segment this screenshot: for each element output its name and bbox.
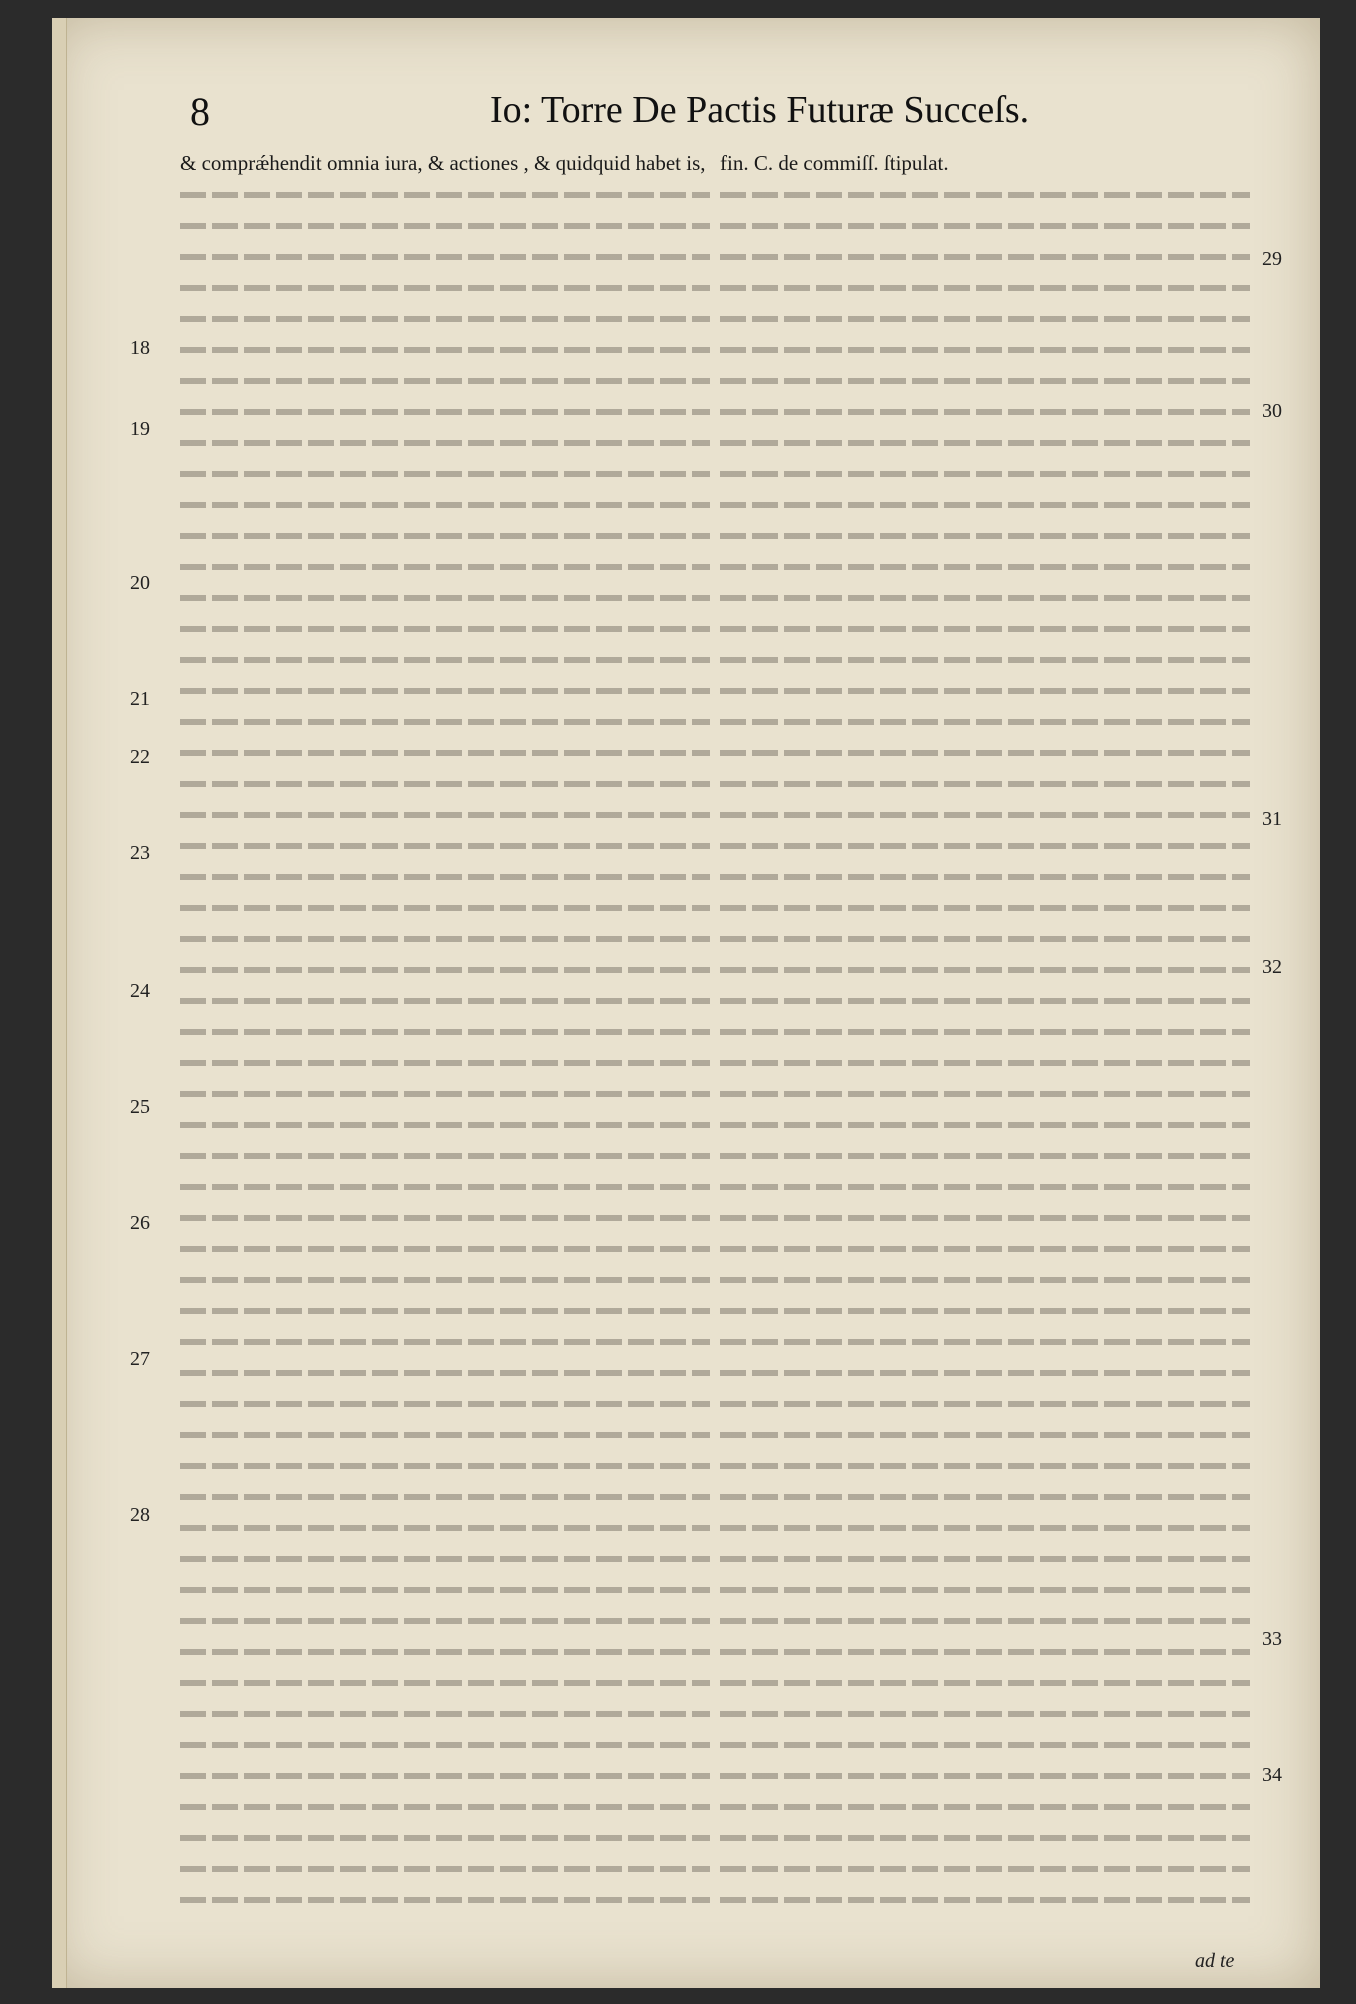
- illegible-text-line: [180, 1886, 710, 1913]
- illegible-text-line: [720, 1328, 1250, 1355]
- margin-paragraph-number: 30: [1262, 400, 1282, 422]
- margin-paragraph-number: 27: [130, 1348, 150, 1370]
- illegible-text-line: [720, 181, 1250, 208]
- illegible-text-line: [720, 1483, 1250, 1510]
- illegible-text-line: [180, 1762, 710, 1789]
- left-text-column: [180, 150, 710, 1917]
- illegible-text-line: [720, 1762, 1250, 1789]
- page-gutter-edge: [52, 18, 67, 1988]
- illegible-text-line: [720, 925, 1250, 952]
- illegible-text-line: [720, 1204, 1250, 1231]
- folio-number: 8: [190, 89, 210, 134]
- illegible-text-line: [720, 584, 1250, 611]
- margin-paragraph-number: 32: [1262, 956, 1282, 978]
- illegible-text-line: [180, 832, 710, 859]
- illegible-text-line: [720, 367, 1250, 394]
- margin-paragraph-number: 20: [130, 572, 150, 594]
- illegible-text-line: [180, 1638, 710, 1665]
- illegible-text-line: [180, 1204, 710, 1231]
- illegible-text-line: [180, 1018, 710, 1045]
- illegible-text-line: [180, 1483, 710, 1510]
- margin-paragraph-number: 24: [130, 980, 150, 1002]
- margin-paragraph-number: 31: [1262, 808, 1282, 830]
- illegible-text-line: [180, 1855, 710, 1882]
- illegible-text-line: [720, 553, 1250, 580]
- catchword: ad te: [1195, 1950, 1235, 1972]
- illegible-text-line: [720, 243, 1250, 270]
- illegible-text-line: [180, 1359, 710, 1386]
- illegible-text-line: [720, 1514, 1250, 1541]
- illegible-text-line: [720, 677, 1250, 704]
- illegible-text-line: [180, 956, 710, 983]
- illegible-text-line: [180, 1452, 710, 1479]
- illegible-text-line: [180, 553, 710, 580]
- margin-paragraph-number: 28: [130, 1504, 150, 1526]
- illegible-text-line: [720, 1049, 1250, 1076]
- illegible-text-line: [720, 1080, 1250, 1107]
- illegible-text-line: [180, 1390, 710, 1417]
- illegible-text-line: [180, 1080, 710, 1107]
- illegible-text-line: [720, 1886, 1250, 1913]
- illegible-text-line: [720, 708, 1250, 735]
- illegible-text-line: [180, 1328, 710, 1355]
- illegible-text-line: [180, 1700, 710, 1727]
- illegible-text-line: [720, 1545, 1250, 1572]
- illegible-text-line: [180, 367, 710, 394]
- illegible-text-line: [720, 646, 1250, 673]
- illegible-text-line: [720, 1142, 1250, 1169]
- illegible-text-line: [180, 1576, 710, 1603]
- illegible-text-line: [720, 336, 1250, 363]
- illegible-text-line: [720, 1638, 1250, 1665]
- illegible-text-line: [180, 1266, 710, 1293]
- illegible-text-line: [720, 1390, 1250, 1417]
- margin-paragraph-number: 18: [130, 337, 150, 359]
- illegible-text-line: [180, 1669, 710, 1696]
- illegible-text-line: [180, 243, 710, 270]
- illegible-text-line: [720, 1576, 1250, 1603]
- margin-paragraph-number: 22: [130, 746, 150, 768]
- illegible-text-line: [180, 770, 710, 797]
- illegible-text-line: [720, 1700, 1250, 1727]
- illegible-text-line: [180, 863, 710, 890]
- right-text-column: [720, 150, 1250, 1917]
- illegible-text-line: [180, 1514, 710, 1541]
- left-column-first-line: & comprǽhendit omnia iura, & actiones , & quidquid habet is,: [180, 151, 706, 175]
- illegible-text-line: [180, 646, 710, 673]
- illegible-text-line: [180, 894, 710, 921]
- illegible-text-line: [180, 336, 710, 363]
- illegible-text-line: [720, 1452, 1250, 1479]
- illegible-text-line: [180, 1049, 710, 1076]
- illegible-text-line: [180, 1173, 710, 1200]
- margin-paragraph-number: 26: [130, 1212, 150, 1234]
- illegible-text-line: [720, 1359, 1250, 1386]
- illegible-text-line: [720, 1297, 1250, 1324]
- illegible-text-line: [180, 925, 710, 952]
- illegible-text-line: [180, 1111, 710, 1138]
- illegible-text-line: [720, 1824, 1250, 1851]
- illegible-text-line: [180, 212, 710, 239]
- illegible-text-line: [720, 615, 1250, 642]
- illegible-text-line: [180, 522, 710, 549]
- right-column-first-line: fin. C. de commiſſ. ſtipulat.: [720, 151, 949, 175]
- illegible-text-line: [720, 1235, 1250, 1262]
- illegible-text-line: [180, 708, 710, 735]
- illegible-text-line: [720, 1111, 1250, 1138]
- illegible-text-line: [720, 1855, 1250, 1882]
- illegible-text-line: [720, 801, 1250, 828]
- illegible-text-line: [180, 460, 710, 487]
- illegible-text-line: [720, 491, 1250, 518]
- illegible-text-line: [180, 1607, 710, 1634]
- illegible-text-line: [720, 460, 1250, 487]
- illegible-text-line: [720, 987, 1250, 1014]
- illegible-text-line: [720, 1421, 1250, 1448]
- margin-paragraph-number: 25: [130, 1096, 150, 1118]
- illegible-text-line: [720, 305, 1250, 332]
- illegible-text-line: [720, 1018, 1250, 1045]
- illegible-text-line: [180, 1824, 710, 1851]
- illegible-text-line: [720, 863, 1250, 890]
- illegible-text-line: [180, 181, 710, 208]
- illegible-text-line: [180, 1421, 710, 1448]
- illegible-text-line: [180, 584, 710, 611]
- margin-paragraph-number: 34: [1262, 1764, 1282, 1786]
- illegible-text-line: [180, 1731, 710, 1758]
- illegible-text-line: [180, 1297, 710, 1324]
- illegible-text-line: [720, 1173, 1250, 1200]
- illegible-text-line: [720, 1266, 1250, 1293]
- illegible-text-line: [720, 274, 1250, 301]
- illegible-text-line: [180, 739, 710, 766]
- illegible-text-line: [180, 1142, 710, 1169]
- margin-paragraph-number: 33: [1262, 1628, 1282, 1650]
- illegible-text-line: [720, 1669, 1250, 1696]
- illegible-text-line: [720, 832, 1250, 859]
- illegible-text-line: [720, 212, 1250, 239]
- illegible-text-line: [720, 739, 1250, 766]
- illegible-text-line: [180, 429, 710, 456]
- illegible-text-line: [720, 770, 1250, 797]
- illegible-text-line: [180, 801, 710, 828]
- illegible-text-line: [180, 1545, 710, 1572]
- illegible-text-line: [720, 956, 1250, 983]
- margin-paragraph-number: 21: [130, 688, 150, 710]
- illegible-text-line: [180, 305, 710, 332]
- illegible-text-line: [720, 429, 1250, 456]
- margin-paragraph-number: 23: [130, 842, 150, 864]
- illegible-text-line: [180, 274, 710, 301]
- illegible-text-line: [720, 1607, 1250, 1634]
- illegible-text-line: [720, 1793, 1250, 1820]
- running-title: Io: Torre De Pactis Futuræ Succeſs.: [490, 89, 1030, 131]
- illegible-text-line: [180, 398, 710, 425]
- illegible-text-line: [180, 1793, 710, 1820]
- running-head: [190, 88, 1120, 138]
- margin-paragraph-number: 19: [130, 418, 150, 440]
- illegible-text-line: [720, 398, 1250, 425]
- illegible-text-line: [180, 615, 710, 642]
- illegible-text-line: [720, 522, 1250, 549]
- illegible-text-line: [180, 987, 710, 1014]
- illegible-text-line: [180, 491, 710, 518]
- illegible-text-line: [180, 1235, 710, 1262]
- illegible-text-line: [720, 1731, 1250, 1758]
- illegible-text-line: [180, 677, 710, 704]
- illegible-text-line: [720, 894, 1250, 921]
- margin-paragraph-number: 29: [1262, 248, 1282, 270]
